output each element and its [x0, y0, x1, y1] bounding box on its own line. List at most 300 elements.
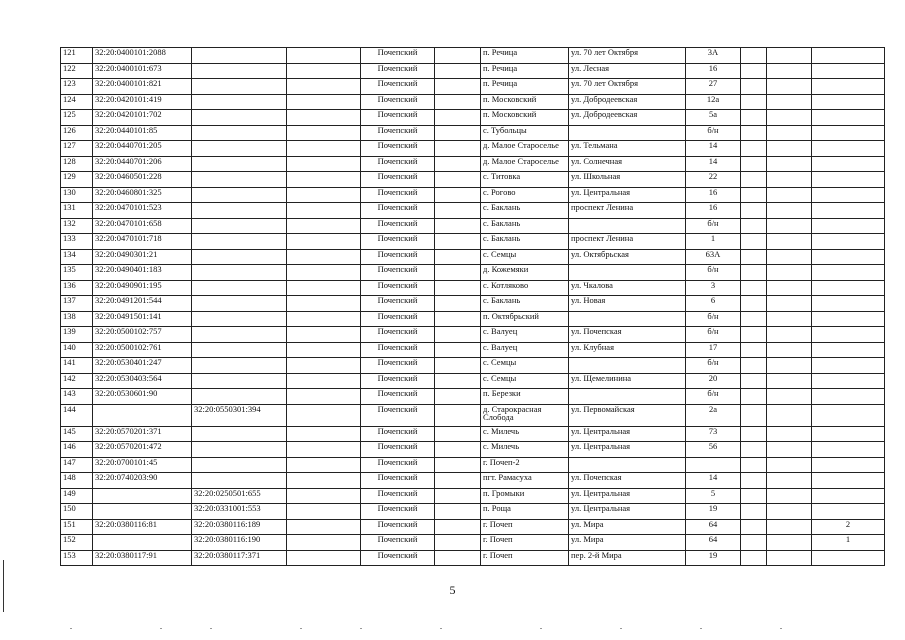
empty-cell-10 — [741, 79, 767, 95]
district-cell: Почепский — [361, 172, 435, 188]
apartment-cell — [812, 550, 885, 566]
empty-cell-11 — [767, 234, 812, 250]
district-cell: Почепский — [361, 234, 435, 250]
settlement-cell: с. Семцы — [481, 373, 569, 389]
empty-cell-10 — [741, 234, 767, 250]
house-number-cell: 73 — [686, 426, 741, 442]
building-cadastral-cell — [192, 311, 287, 327]
empty-cell-6 — [435, 327, 481, 343]
empty-cell-11 — [767, 94, 812, 110]
settlement-cell: с. Тубольцы — [481, 125, 569, 141]
building-cadastral-cell — [192, 141, 287, 157]
empty-cell-10 — [741, 141, 767, 157]
district-cell: Почепский — [361, 249, 435, 265]
street-cell: ул. 70 лет Октября — [569, 79, 686, 95]
table-row — [61, 404, 885, 426]
empty-cell-10 — [741, 535, 767, 551]
empty-cell-4 — [287, 457, 361, 473]
empty-cell-11 — [767, 442, 812, 458]
empty-cell-6 — [435, 373, 481, 389]
building-cadastral-cell — [192, 172, 287, 188]
table-row — [61, 141, 885, 157]
empty-cell-10 — [741, 265, 767, 281]
apartment-cell — [812, 265, 885, 281]
empty-cell-4 — [287, 535, 361, 551]
empty-cell-6 — [435, 187, 481, 203]
empty-cell-6 — [435, 519, 481, 535]
table-row — [61, 457, 885, 473]
empty-cell-10 — [741, 404, 767, 426]
district-cell: Почепский — [361, 63, 435, 79]
row-number-cell: 152 — [61, 535, 93, 551]
apartment-cell — [812, 358, 885, 374]
empty-cell-11 — [767, 457, 812, 473]
page-number: 5 — [449, 583, 456, 597]
table-row — [61, 296, 885, 312]
cadastral-number-cell: 32:20:0491501:141 — [93, 311, 192, 327]
table-row — [61, 94, 885, 110]
empty-cell-4 — [287, 426, 361, 442]
row-number-cell: 137 — [61, 296, 93, 312]
house-number-cell: б/н — [686, 218, 741, 234]
cadastral-number-cell: 32:20:0470101:523 — [93, 203, 192, 219]
district-cell: Почепский — [361, 504, 435, 520]
street-cell — [569, 311, 686, 327]
empty-cell-11 — [767, 63, 812, 79]
cadastral-number-cell — [93, 504, 192, 520]
building-cadastral-cell — [192, 187, 287, 203]
house-number-cell: 17 — [686, 342, 741, 358]
district-cell: Почепский — [361, 296, 435, 312]
cadastral-number-cell: 32:20:0570201:371 — [93, 426, 192, 442]
empty-cell-10 — [741, 311, 767, 327]
house-number-cell: 16 — [686, 187, 741, 203]
apartment-cell — [812, 342, 885, 358]
empty-cell-4 — [287, 311, 361, 327]
row-number-cell: 144 — [61, 404, 93, 426]
row-number-cell: 124 — [61, 94, 93, 110]
street-cell: проспект Ленина — [569, 234, 686, 250]
street-cell — [569, 218, 686, 234]
street-cell — [569, 457, 686, 473]
building-cadastral-cell: 32:20:0380116:189 — [192, 519, 287, 535]
district-cell: Почепский — [361, 373, 435, 389]
street-cell — [569, 358, 686, 374]
apartment-cell — [812, 79, 885, 95]
house-number-cell: 22 — [686, 172, 741, 188]
empty-cell-11 — [767, 488, 812, 504]
house-number-cell: б/н — [686, 389, 741, 405]
empty-cell-10 — [741, 504, 767, 520]
empty-cell-11 — [767, 342, 812, 358]
district-cell: Почепский — [361, 473, 435, 489]
empty-cell-6 — [435, 550, 481, 566]
building-cadastral-cell — [192, 218, 287, 234]
street-cell: ул. Клубная — [569, 342, 686, 358]
empty-cell-11 — [767, 296, 812, 312]
empty-cell-4 — [287, 358, 361, 374]
row-number-cell: 150 — [61, 504, 93, 520]
house-number-cell: 3А — [686, 48, 741, 64]
row-number-cell: 127 — [61, 141, 93, 157]
empty-cell-4 — [287, 373, 361, 389]
empty-cell-6 — [435, 358, 481, 374]
cadastral-number-cell: 32:20:0420101:702 — [93, 110, 192, 126]
settlement-cell: п. Речица — [481, 79, 569, 95]
settlement-cell: п. Речица — [481, 48, 569, 64]
empty-cell-4 — [287, 389, 361, 405]
empty-cell-10 — [741, 110, 767, 126]
empty-cell-11 — [767, 141, 812, 157]
apartment-cell — [812, 296, 885, 312]
district-cell: Почепский — [361, 519, 435, 535]
empty-cell-4 — [287, 172, 361, 188]
empty-cell-11 — [767, 125, 812, 141]
house-number-cell: б/н — [686, 265, 741, 281]
house-number-cell: 3 — [686, 280, 741, 296]
settlement-cell: д. Старокрасная Слобода — [481, 404, 569, 426]
table-row — [61, 203, 885, 219]
street-cell: ул. Октябрьская — [569, 249, 686, 265]
empty-cell-6 — [435, 141, 481, 157]
apartment-cell — [812, 63, 885, 79]
table-row — [61, 156, 885, 172]
house-number-cell — [686, 457, 741, 473]
cadastral-number-cell: 32:20:0400101:673 — [93, 63, 192, 79]
settlement-cell: с. Валуец — [481, 327, 569, 343]
street-cell: ул. Новая — [569, 296, 686, 312]
cadastral-number-cell: 32:20:0400101:2088 — [93, 48, 192, 64]
cadastral-number-cell: 32:20:0380117:91 — [93, 550, 192, 566]
cadastral-number-cell: 32:20:0460801:325 — [93, 187, 192, 203]
building-cadastral-cell: 32:20:0331001:553 — [192, 504, 287, 520]
street-cell: пер. 2-й Мира — [569, 550, 686, 566]
building-cadastral-cell — [192, 280, 287, 296]
settlement-cell: с. Баклань — [481, 234, 569, 250]
empty-cell-10 — [741, 426, 767, 442]
table-row — [61, 426, 885, 442]
street-cell: ул. Солнечная — [569, 156, 686, 172]
street-cell: ул. Добродеевская — [569, 110, 686, 126]
settlement-cell: п. Речица — [481, 63, 569, 79]
building-cadastral-cell — [192, 327, 287, 343]
cadastral-number-cell: 32:20:0500102:757 — [93, 327, 192, 343]
settlement-cell: п. Октябрьский — [481, 311, 569, 327]
registry-table-body — [61, 48, 885, 566]
district-cell: Почепский — [361, 94, 435, 110]
cadastral-number-cell: 32:20:0380116:81 — [93, 519, 192, 535]
empty-cell-4 — [287, 550, 361, 566]
apartment-cell: 1 — [812, 535, 885, 551]
empty-cell-10 — [741, 125, 767, 141]
house-number-cell: 20 — [686, 373, 741, 389]
empty-cell-11 — [767, 187, 812, 203]
empty-cell-10 — [741, 519, 767, 535]
row-number-cell: 136 — [61, 280, 93, 296]
cadastral-number-cell: 32:20:0420101:419 — [93, 94, 192, 110]
empty-cell-11 — [767, 249, 812, 265]
building-cadastral-cell — [192, 79, 287, 95]
row-number-cell: 139 — [61, 327, 93, 343]
cadastral-number-cell — [93, 535, 192, 551]
row-number-cell: 151 — [61, 519, 93, 535]
apartment-cell — [812, 404, 885, 426]
row-number-cell: 130 — [61, 187, 93, 203]
district-cell: Почепский — [361, 187, 435, 203]
cadastral-number-cell: 32:20:0490301:21 — [93, 249, 192, 265]
empty-cell-11 — [767, 218, 812, 234]
table-row — [61, 110, 885, 126]
empty-cell-4 — [287, 63, 361, 79]
cadastral-number-cell: 32:20:0530601:90 — [93, 389, 192, 405]
cadastral-number-cell: 32:20:0400101:821 — [93, 79, 192, 95]
empty-cell-4 — [287, 234, 361, 250]
registry-table — [60, 47, 885, 566]
settlement-cell: г. Почеп — [481, 535, 569, 551]
table-row — [61, 249, 885, 265]
settlement-cell: д. Малое Староселье — [481, 156, 569, 172]
empty-cell-6 — [435, 389, 481, 405]
empty-cell-10 — [741, 473, 767, 489]
house-number-cell: 19 — [686, 550, 741, 566]
row-number-cell: 153 — [61, 550, 93, 566]
empty-cell-6 — [435, 296, 481, 312]
house-number-cell: 64 — [686, 519, 741, 535]
apartment-cell — [812, 473, 885, 489]
house-number-cell: 5 — [686, 488, 741, 504]
empty-cell-4 — [287, 296, 361, 312]
empty-cell-11 — [767, 172, 812, 188]
table-row — [61, 342, 885, 358]
building-cadastral-cell: 32:20:0380116:190 — [192, 535, 287, 551]
empty-cell-10 — [741, 488, 767, 504]
empty-cell-4 — [287, 156, 361, 172]
cadastral-number-cell — [93, 404, 192, 426]
empty-cell-11 — [767, 426, 812, 442]
empty-cell-11 — [767, 280, 812, 296]
table-row — [61, 473, 885, 489]
empty-cell-11 — [767, 203, 812, 219]
house-number-cell: 64 — [686, 535, 741, 551]
empty-cell-6 — [435, 79, 481, 95]
district-cell: Почепский — [361, 125, 435, 141]
apartment-cell — [812, 156, 885, 172]
settlement-cell: д. Малое Староселье — [481, 141, 569, 157]
table-row — [61, 504, 885, 520]
building-cadastral-cell — [192, 358, 287, 374]
empty-cell-11 — [767, 519, 812, 535]
row-number-cell: 143 — [61, 389, 93, 405]
settlement-cell: п. Московский — [481, 94, 569, 110]
empty-cell-11 — [767, 156, 812, 172]
house-number-cell: б/н — [686, 311, 741, 327]
district-cell: Почепский — [361, 342, 435, 358]
building-cadastral-cell — [192, 94, 287, 110]
empty-cell-6 — [435, 265, 481, 281]
empty-cell-11 — [767, 373, 812, 389]
building-cadastral-cell — [192, 203, 287, 219]
empty-cell-10 — [741, 296, 767, 312]
empty-cell-4 — [287, 280, 361, 296]
empty-cell-10 — [741, 550, 767, 566]
empty-cell-4 — [287, 404, 361, 426]
empty-cell-11 — [767, 311, 812, 327]
apartment-cell — [812, 311, 885, 327]
row-number-cell: 141 — [61, 358, 93, 374]
table-row — [61, 265, 885, 281]
row-number-cell: 146 — [61, 442, 93, 458]
table-row — [61, 125, 885, 141]
settlement-cell: с. Баклань — [481, 296, 569, 312]
empty-cell-4 — [287, 473, 361, 489]
row-number-cell: 135 — [61, 265, 93, 281]
building-cadastral-cell — [192, 48, 287, 64]
district-cell: Почепский — [361, 457, 435, 473]
street-cell: ул. Чкалова — [569, 280, 686, 296]
apartment-cell — [812, 457, 885, 473]
cadastral-number-cell: 32:20:0440701:205 — [93, 141, 192, 157]
building-cadastral-cell — [192, 457, 287, 473]
street-cell: ул. Центральная — [569, 504, 686, 520]
empty-cell-11 — [767, 535, 812, 551]
settlement-cell: д. Кожемяки — [481, 265, 569, 281]
building-cadastral-cell — [192, 473, 287, 489]
building-cadastral-cell — [192, 125, 287, 141]
street-cell: ул. Центральная — [569, 426, 686, 442]
cadastral-number-cell: 32:20:0500102:761 — [93, 342, 192, 358]
street-cell: ул. Школьная — [569, 172, 686, 188]
district-cell: Почепский — [361, 48, 435, 64]
house-number-cell: 5а — [686, 110, 741, 126]
cadastral-number-cell: 32:20:0491201:544 — [93, 296, 192, 312]
table-row — [61, 48, 885, 64]
settlement-cell: с. Рогово — [481, 187, 569, 203]
table-row — [61, 218, 885, 234]
row-number-cell: 121 — [61, 48, 93, 64]
empty-cell-10 — [741, 389, 767, 405]
building-cadastral-cell: 32:20:0250501:655 — [192, 488, 287, 504]
table-row — [61, 358, 885, 374]
empty-cell-11 — [767, 504, 812, 520]
street-cell: ул. Первомайская — [569, 404, 686, 426]
table-row — [61, 389, 885, 405]
building-cadastral-cell — [192, 296, 287, 312]
house-number-cell: б/н — [686, 125, 741, 141]
empty-cell-10 — [741, 342, 767, 358]
street-cell: ул. Лесная — [569, 63, 686, 79]
building-cadastral-cell — [192, 442, 287, 458]
empty-cell-6 — [435, 249, 481, 265]
district-cell: Почепский — [361, 550, 435, 566]
empty-cell-11 — [767, 473, 812, 489]
apartment-cell — [812, 327, 885, 343]
row-number-cell: 133 — [61, 234, 93, 250]
empty-cell-4 — [287, 141, 361, 157]
empty-cell-4 — [287, 94, 361, 110]
house-number-cell: 2а — [686, 404, 741, 426]
empty-cell-4 — [287, 110, 361, 126]
district-cell: Почепский — [361, 218, 435, 234]
building-cadastral-cell — [192, 63, 287, 79]
apartment-cell — [812, 442, 885, 458]
street-cell: ул. Тельмана — [569, 141, 686, 157]
empty-cell-4 — [287, 327, 361, 343]
settlement-cell: с. Семцы — [481, 358, 569, 374]
district-cell: Почепский — [361, 404, 435, 426]
row-number-cell: 125 — [61, 110, 93, 126]
empty-cell-10 — [741, 63, 767, 79]
street-cell: ул. Почепская — [569, 473, 686, 489]
house-number-cell: 12а — [686, 94, 741, 110]
empty-cell-4 — [287, 187, 361, 203]
row-number-cell: 131 — [61, 203, 93, 219]
table-row — [61, 63, 885, 79]
row-number-cell: 138 — [61, 311, 93, 327]
empty-cell-6 — [435, 504, 481, 520]
row-number-cell: 132 — [61, 218, 93, 234]
apartment-cell — [812, 172, 885, 188]
empty-cell-4 — [287, 488, 361, 504]
row-number-cell: 148 — [61, 473, 93, 489]
apartment-cell — [812, 48, 885, 64]
apartment-cell — [812, 141, 885, 157]
empty-cell-6 — [435, 473, 481, 489]
empty-cell-4 — [287, 218, 361, 234]
empty-cell-6 — [435, 156, 481, 172]
scan-edge-mark — [3, 560, 4, 612]
row-number-cell: 123 — [61, 79, 93, 95]
settlement-cell: с. Котляково — [481, 280, 569, 296]
empty-cell-10 — [741, 327, 767, 343]
building-cadastral-cell — [192, 373, 287, 389]
street-cell: проспект Ленина — [569, 203, 686, 219]
table-row — [61, 172, 885, 188]
apartment-cell — [812, 389, 885, 405]
row-number-cell: 149 — [61, 488, 93, 504]
apartment-cell — [812, 203, 885, 219]
table-row — [61, 488, 885, 504]
district-cell: Почепский — [361, 79, 435, 95]
empty-cell-10 — [741, 358, 767, 374]
empty-cell-10 — [741, 187, 767, 203]
row-number-cell: 126 — [61, 125, 93, 141]
empty-cell-6 — [435, 48, 481, 64]
table-row — [61, 535, 885, 551]
table-row — [61, 187, 885, 203]
street-cell — [569, 125, 686, 141]
empty-cell-11 — [767, 358, 812, 374]
house-number-cell: 63А — [686, 249, 741, 265]
empty-cell-4 — [287, 342, 361, 358]
row-number-cell: 128 — [61, 156, 93, 172]
apartment-cell: 2 — [812, 519, 885, 535]
building-cadastral-cell — [192, 342, 287, 358]
empty-cell-11 — [767, 110, 812, 126]
empty-cell-6 — [435, 457, 481, 473]
house-number-cell: 56 — [686, 442, 741, 458]
settlement-cell: г. Почеп — [481, 550, 569, 566]
settlement-cell: с. Баклань — [481, 203, 569, 219]
apartment-cell — [812, 249, 885, 265]
settlement-cell: п. Московский — [481, 110, 569, 126]
empty-cell-11 — [767, 79, 812, 95]
empty-cell-6 — [435, 203, 481, 219]
empty-cell-6 — [435, 234, 481, 250]
district-cell: Почепский — [361, 280, 435, 296]
table-row — [61, 280, 885, 296]
street-cell: ул. Мира — [569, 535, 686, 551]
empty-cell-6 — [435, 94, 481, 110]
